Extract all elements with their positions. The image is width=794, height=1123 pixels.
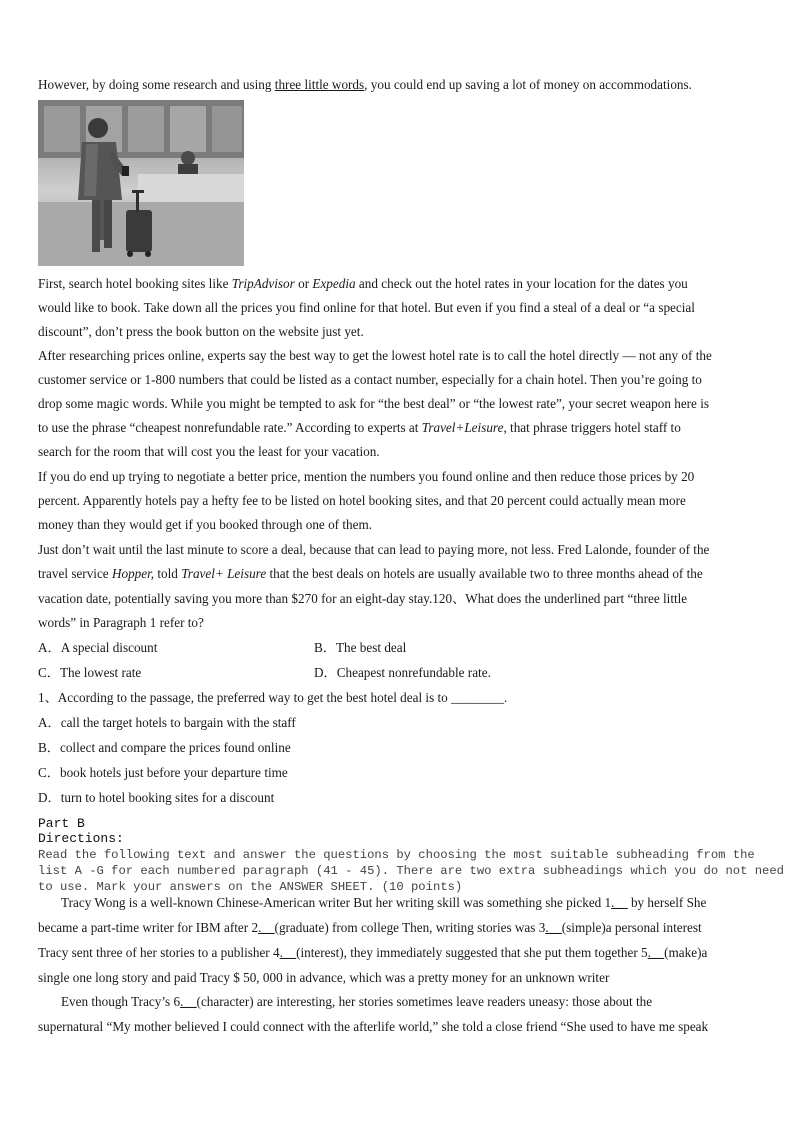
text-b-text: by herself She: [627, 895, 707, 910]
tripadvisor-name: TripAdvisor: [231, 276, 295, 291]
text-b-text: Tracy Wong is a well-known Chinese-American writer But her writing skill was something she picked 1: [61, 895, 612, 910]
q1-stem: 1、According to the passage, the preferred way to get the best hotel deal is to ________.: [38, 690, 508, 705]
travel-leisure-name: Travel+Leisure: [421, 420, 504, 435]
para3-line2: percent. Apparently hotels pay a hefty fee to be listed on hotel booking sites, and that 20 percent could actually mean more: [38, 493, 686, 508]
para1-text: First, search hotel booking sites like: [38, 276, 232, 291]
para1-line2: would like to book. Take down all the prices you find online for that hotel. But even if you find a steal of a deal or “a special: [38, 300, 695, 315]
q120-option-b: B．The best deal: [314, 640, 407, 655]
para4-line3: vacation date, potentially saving you more than $270 for an eight-day stay.120、What does the underlined part “three little: [38, 591, 688, 606]
para4-text: travel service: [38, 566, 112, 581]
text-b-line5: [61, 994, 652, 1010]
blank-1: .__: [611, 895, 628, 910]
q120-option-d: D．Cheapest nonrefundable rate.: [314, 665, 491, 680]
q1-option-a: A．call the target hotels to bargain with the staff: [38, 715, 296, 730]
text-b-text: (interest), they immediately suggested that she put them together 5: [296, 945, 648, 960]
para1-text: and check out the hotel rates in your location for the dates you: [355, 276, 688, 291]
expedia-name: Expedia: [312, 276, 356, 291]
para4-line4: words” in Paragraph 1 refer to?: [38, 615, 204, 630]
travel-leisure-name: Travel+ Leisure: [181, 566, 267, 581]
underlined-phrase: three little words: [274, 77, 365, 92]
text-b-text: (make)a: [664, 945, 708, 960]
blank-4: .__: [279, 945, 297, 960]
text-b-line1: [61, 895, 706, 911]
para2-text: to use the phrase “cheapest nonrefundable rate.” According to experts at: [38, 420, 422, 435]
para2-text: , that phrase triggers hotel staff to: [503, 420, 681, 435]
businessman-with-suitcase-photo: [38, 100, 244, 266]
para1-text: or: [294, 276, 313, 291]
text-b-line4: single one long story and paid Tracy $ 50, 000 in advance, which was a pretty money for an unknown writer: [38, 970, 610, 985]
text-b-line2: [38, 920, 702, 936]
text-b-text: Even though Tracy’s 6: [61, 994, 181, 1009]
q120-option-c: C．The lowest rate: [38, 665, 142, 680]
text-b-text: (graduate) from college Then, writing stories was 3: [274, 920, 546, 935]
blank-3: .__: [545, 920, 562, 935]
text-b-text: Tracy sent three of her stories to a publisher 4: [38, 945, 280, 960]
para2-line5: search for the room that will cost you the least for your vacation.: [38, 444, 380, 459]
para2-line4: [38, 420, 681, 436]
para4-text: told: [154, 566, 182, 581]
para4-line1: Just don’t wait until the last minute to score a deal, because that can lead to paying more, not less. Fred Lalonde, founder of the: [38, 542, 710, 557]
intro-text-after: , you could end up saving a lot of money on accommodations.: [364, 77, 692, 92]
text-b-text: (simple)a personal interest: [561, 920, 702, 935]
text-b-text: (character) are interesting, her stories sometimes leave readers uneasy: those about the: [196, 994, 653, 1009]
blank-2: .__: [258, 920, 275, 935]
intro-text-before: However, by doing some research and using: [38, 77, 275, 92]
q1-option-c: C．book hotels just before your departure time: [38, 765, 288, 780]
part-b-title: Part B: [38, 816, 85, 831]
para1-line1: [38, 276, 688, 292]
para4-line2: [38, 566, 703, 582]
para2-line3: drop some magic words. While you might be tempted to ask for “the best deal” or “the lowest rate”, your secret weapon here is: [38, 396, 710, 411]
blank-6: .__: [180, 994, 197, 1009]
text-b-line3: [38, 945, 707, 961]
para2-line1: After researching prices online, experts say the best way to get the lowest hotel rate is to call the hotel directly — not any of the: [38, 348, 712, 363]
text-b-text: became a part-time writer for IBM after 2: [38, 920, 259, 935]
para3-line3: money than they would get if you booked through one of them.: [38, 517, 373, 532]
hopper-name: Hopper,: [111, 566, 155, 581]
text-b-line6: supernatural “My mother believed I could connect with the afterlife world,” she told a close friend “She used to have me speak: [38, 1019, 709, 1034]
q1-option-b: B．collect and compare the prices found online: [38, 740, 291, 755]
directions-label: Directions:: [38, 831, 124, 846]
para4-text: that the best deals on hotels are usually available two to three months ahead of the: [266, 566, 703, 581]
q1-option-d: D．turn to hotel booking sites for a discount: [38, 790, 275, 805]
intro-line: [38, 77, 692, 93]
para2-line2: customer service or 1-800 numbers that could be listed as a contact number, especially for a chain hotel. Then you’re going to: [38, 372, 702, 387]
directions-line1: Read the following text and answer the questions by choosing the most suitable subheading from the: [38, 848, 755, 862]
para3-line1: If you do end up trying to negotiate a better price, mention the numbers you found online and then reduce those prices by 20: [38, 469, 695, 484]
directions-line3: to use. Mark your answers on the ANSWER SHEET. (10 points): [38, 880, 463, 894]
blank-5: .__: [647, 945, 665, 960]
para1-line3: discount”, don’t press the book button on the website just yet.: [38, 324, 364, 339]
directions-line2: list A -G for each numbered paragraph (41 - 45). There are two extra subheadings which you do not need: [38, 864, 784, 878]
q120-option-a: A．A special discount: [38, 640, 158, 655]
